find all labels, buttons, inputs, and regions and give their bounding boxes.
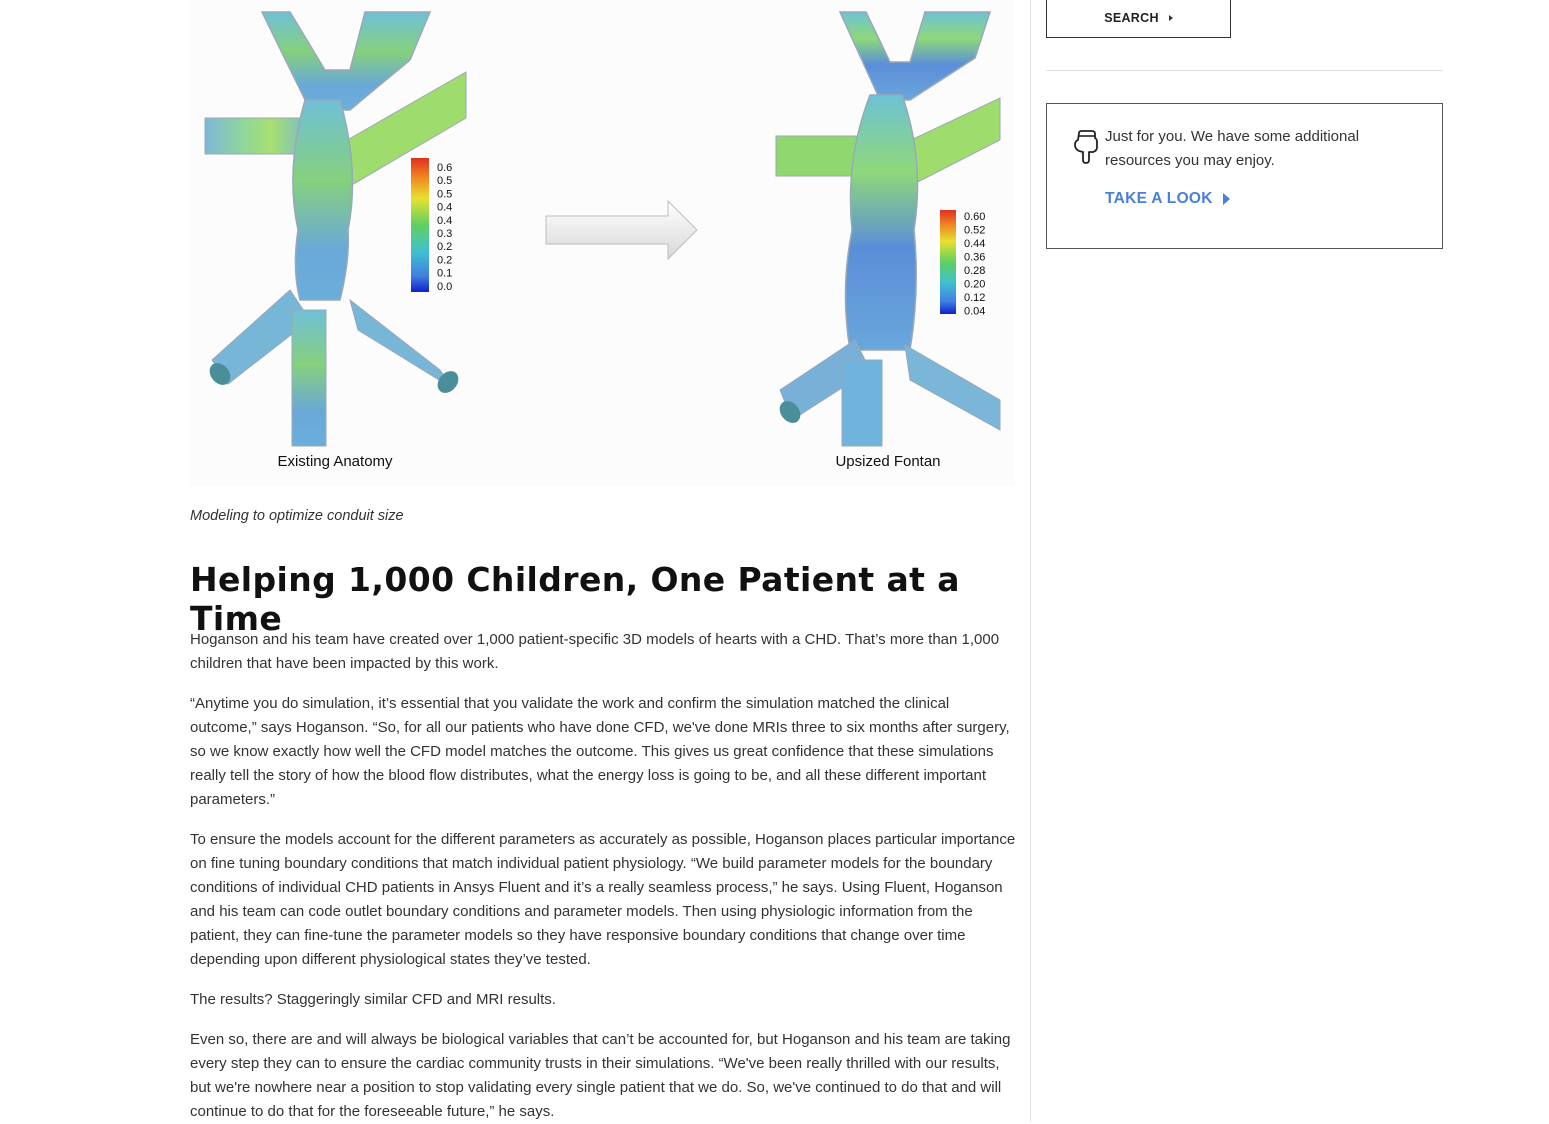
legend-tick-label: 0.6 — [437, 162, 453, 174]
legend-existing — [411, 158, 452, 293]
legend-tick-label: 0.28 — [964, 265, 986, 277]
pointing-hand-icon — [1073, 130, 1099, 164]
legend-tick-label: 0.2 — [437, 241, 453, 254]
search-button[interactable] — [1046, 0, 1231, 38]
promo-text: Just for you. We have some additional resources you may enjoy. — [1105, 128, 1360, 169]
legend-tick-label: 0.5 — [437, 188, 453, 201]
existing-anatomy-label: Existing Anatomy — [277, 453, 393, 470]
arrow-right-icon — [546, 201, 697, 259]
legend-tick-label: 0.12 — [964, 292, 986, 304]
promo-card — [1046, 103, 1443, 249]
legend-tick-label: 0.36 — [964, 251, 986, 264]
legend-tick-label: 0.3 — [437, 228, 453, 240]
paragraph: “Anytime you do simulation, it’s essential that you validate the work and confirm the simulation matched the clinical outcome,” says Hoganson. “So, for all our patients who have done CFD, we've done MRIs three to six months after surgery, so we know exactly how well the CFD model matches the outcome. This gives us great confidence that these simulations really tell the story of how the blood flow distributes, what the energy loss is going to be, and all these different important parameters.” — [190, 695, 1010, 808]
legend-tick-label: 0.5 — [437, 175, 453, 188]
paragraph: To ensure the models account for the different parameters as accurately as possible, Hoganson places particular importance on fine tuning boundary conditions that match individual patient physiology. “We build parameter models for the boundary conditions of individual CHD patients in Ansys Fluent and it’s a really seamless process,” he says. Using Fluent, Hoganson and his team can code outlet boundary conditions and parameter models. Then using physiologic information from the patient, they can fine-tune the parameter models so they have responsive boundary conditions that change over time depending upon different physiological states they’ve tested. — [190, 831, 1016, 968]
legend-tick-label: 0.44 — [964, 238, 986, 250]
upsized-fontan-label: Upsized Fontan — [835, 453, 941, 470]
legend-tick-label: 0.04 — [964, 305, 986, 318]
legend-tick-label: 0.20 — [964, 278, 986, 291]
sidebar-divider — [1046, 70, 1443, 71]
legend-tick-label: 0.2 — [437, 254, 453, 267]
legend-tick-label: 0.4 — [437, 214, 453, 227]
article-heading: Helping 1,000 Children, One Patient at a Time — [190, 560, 960, 638]
legend-tick-label: 0.1 — [437, 267, 453, 280]
take-a-look-link[interactable] — [1105, 190, 1230, 208]
column-divider — [1030, 0, 1031, 1122]
paragraph: Even so, there are and will always be biological variables that can’t be accounted for, but Hoganson and his team are taking every step they can to ensure the cardiac community trusts in their simulations. “We've been really thrilled with our results, but we're nowhere near a position to stop validating every single patient that we do. So, we've continued to do that and will continue to do that for the foreseeable future,” he says. — [190, 1031, 1011, 1120]
legend-tick-label: 0.52 — [964, 224, 986, 237]
legend-tick-label: 0.0 — [437, 280, 453, 293]
take-a-look-label: TAKE A LOOK — [1105, 190, 1213, 207]
caret-right-icon — [1169, 15, 1173, 21]
legend-upsized — [940, 210, 985, 318]
cfd-comparison-illustration — [190, 0, 1015, 486]
search-button-label: SEARCH — [1104, 11, 1159, 25]
paragraph: The results? Staggeringly similar CFD and MRI results. — [190, 991, 556, 1008]
figure-image — [190, 0, 1015, 486]
paragraph: Hoganson and his team have created over 1,000 patient-specific 3D models of hearts with a CHD. That’s more than 1,000 children that have been impacted by this work. — [190, 631, 1000, 672]
figure-caption: Modeling to optimize conduit size — [190, 508, 404, 524]
legend-tick-label: 0.60 — [964, 211, 986, 223]
legend-tick-label: 0.4 — [437, 201, 453, 214]
triangle-right-icon — [1223, 193, 1230, 205]
